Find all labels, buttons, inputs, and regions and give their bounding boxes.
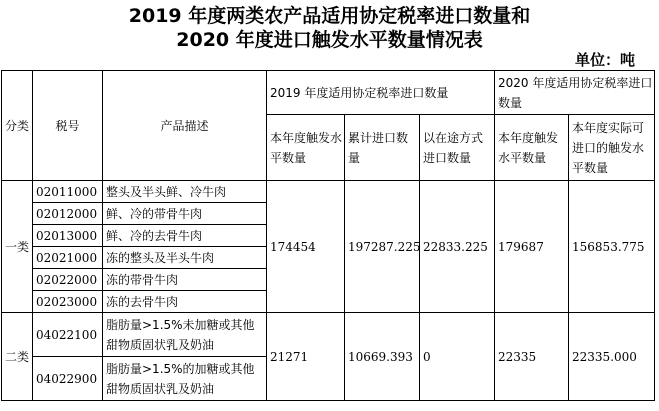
group1-trigger-2019: 174454 — [267, 181, 345, 313]
trigger-level-table — [1, 70, 655, 401]
group1-in-transit: 22833.225 — [420, 181, 495, 313]
table-row-desc: 冻的整头及半头牛肉 — [103, 247, 267, 269]
unit-label: 单位：吨 — [574, 51, 635, 69]
group1-cumulative: 197287.225 — [345, 181, 420, 313]
header-cumulative: 累计进口数量 — [345, 115, 420, 181]
table-row-desc: 鲜、冷的带骨牛肉 — [103, 203, 267, 225]
table-row-desc: 脂肪量>1.5%的加糖或其他甜物质固状乳及奶油 — [103, 357, 267, 401]
group2-category: 二类 — [2, 313, 33, 401]
table-row-desc: 冻的去骨牛肉 — [103, 291, 267, 313]
header-in-transit: 以在途方式进口数量 — [420, 115, 495, 181]
table-row-desc: 脂肪量>1.5%未加糖或其他甜物质固状乳及奶油 — [103, 313, 267, 357]
table-row-code: 04022900 — [33, 357, 103, 401]
table-row-code: 02023000 — [33, 291, 103, 313]
header-trigger-2019: 本年度触发水平数量 — [267, 115, 345, 181]
group1-trigger-2020: 179687 — [495, 181, 569, 313]
group2-trigger-2019: 21271 — [267, 313, 345, 401]
table-row-desc: 冻的带骨牛肉 — [103, 269, 267, 291]
group2-actual-trigger: 22335.000 — [569, 313, 655, 401]
group1-actual-trigger: 156853.775 — [569, 181, 655, 313]
group2-in-transit: 0 — [420, 313, 495, 401]
table-row-desc: 鲜、冷的去骨牛肉 — [103, 225, 267, 247]
table-row-code: 02011000 — [33, 181, 103, 203]
header-group-2019: 2019 年度适用协定税率进口数量 — [267, 71, 495, 115]
table-row-code: 02021000 — [33, 247, 103, 269]
header-trigger-2020: 本年度触发水平数量 — [495, 115, 569, 181]
header-category: 分类 — [2, 71, 33, 181]
table-row-code: 02012000 — [33, 203, 103, 225]
table-row-code: 02022000 — [33, 269, 103, 291]
header-tax-code: 税号 — [33, 71, 103, 181]
table-row-code: 04022100 — [33, 313, 103, 357]
title-line-1: 2019 年度两类农产品适用协定税率进口数量和 — [128, 5, 531, 27]
group2-cumulative: 10669.393 — [345, 313, 420, 401]
header-description: 产品描述 — [103, 71, 267, 181]
title-line-2: 2020 年度进口触发水平数量情况表 — [176, 29, 483, 51]
header-actual-trigger: 本年度实际可进口的触发水平数量 — [569, 115, 655, 181]
table-row-desc: 整头及半头鲜、冷牛肉 — [103, 181, 267, 203]
group2-trigger-2020: 22335 — [495, 313, 569, 401]
header-group-2020: 2020 年度适用协定税率进口数量 — [495, 71, 655, 115]
table-row-code: 02013000 — [33, 225, 103, 247]
group1-category: 一类 — [2, 181, 33, 313]
